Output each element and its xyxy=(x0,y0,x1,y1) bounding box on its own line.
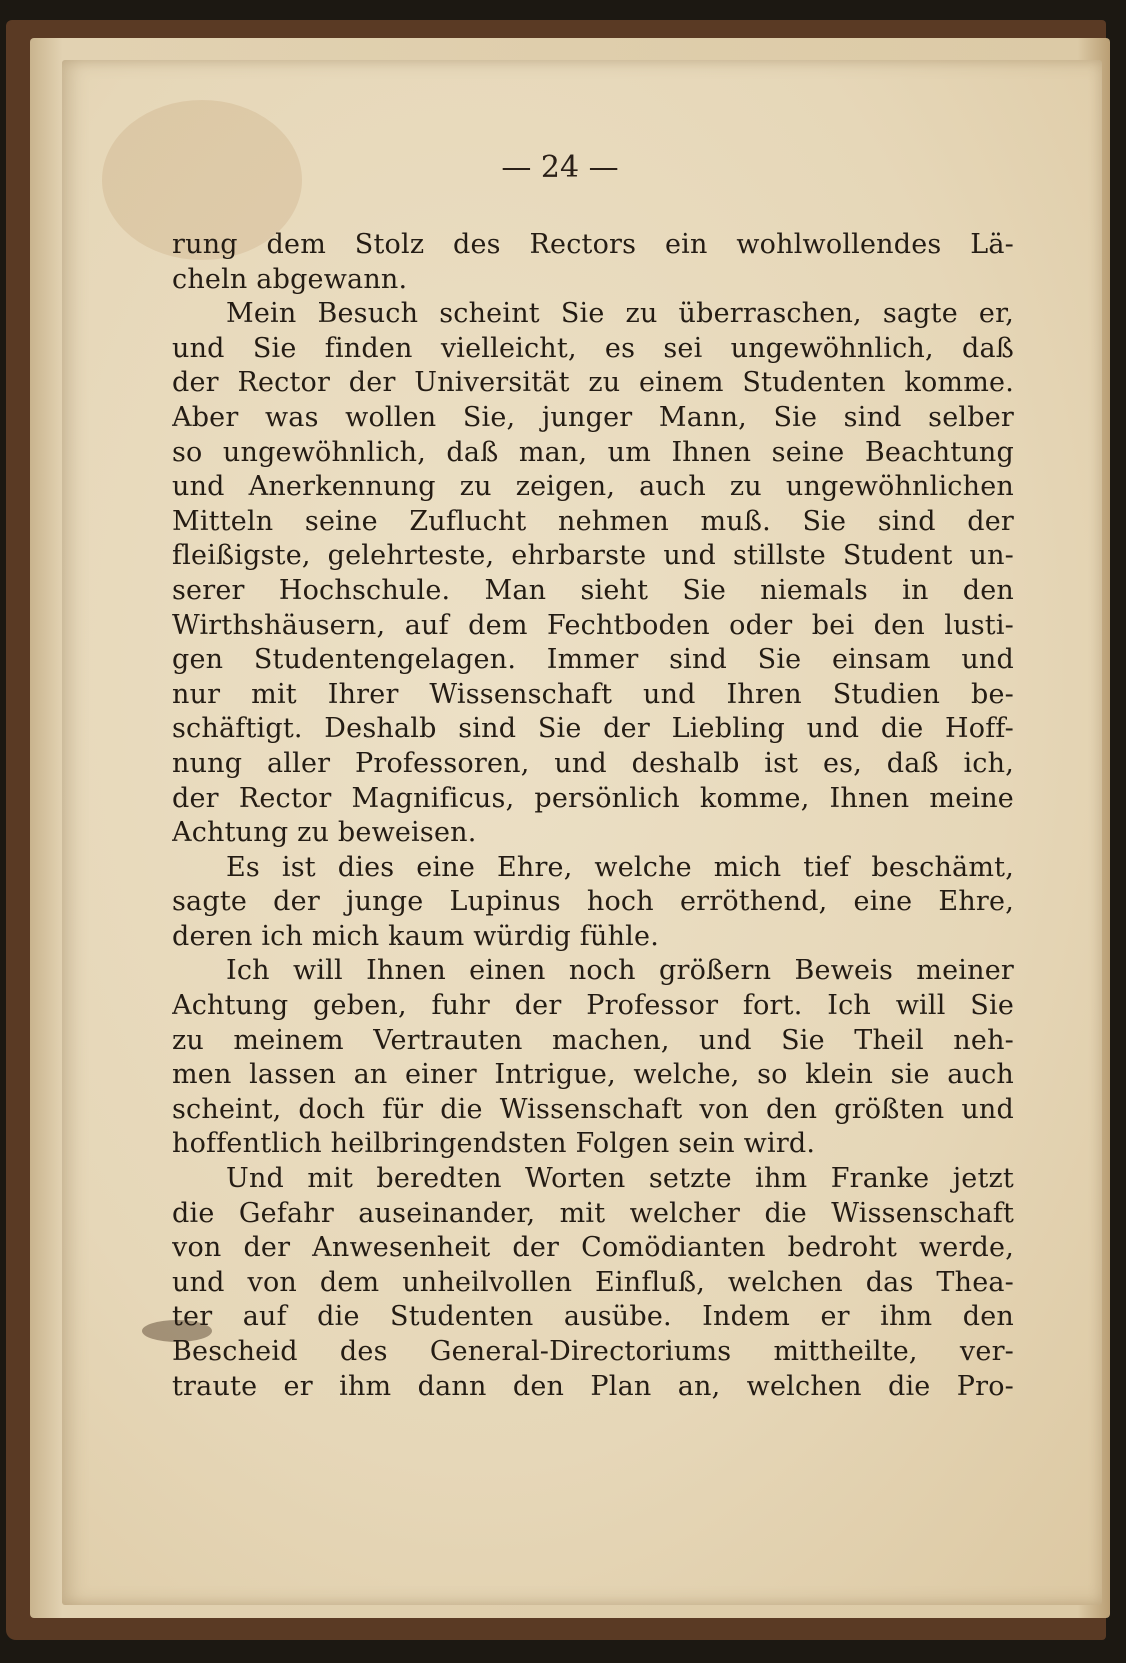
text-line: cheln abgewann. xyxy=(172,263,408,295)
text-line: Achtung zu beweisen. xyxy=(172,817,477,849)
text-line: die Gefahr auseinander, mit welcher die Wissenschaft xyxy=(172,1197,1014,1229)
text-line: und Anerkennung zu zeigen, auch zu ungewöhnlichen xyxy=(172,471,1014,503)
page-number: — 24 — xyxy=(501,150,619,185)
text-line: men lassen an einer Intrigue, welche, so klein sie auch xyxy=(172,1059,1014,1091)
text-line: zu meinem Vertrauten machen, und Sie Theil neh- xyxy=(172,1024,1014,1056)
text-line: serer Hochschule. Man sieht Sie niemals in den xyxy=(172,574,1014,606)
text-line: fleißigste, gelehrteste, ehrbarste und stillste Student un- xyxy=(172,540,1014,572)
text-line: Wirthshäusern, auf dem Fechtboden oder bei den lusti- xyxy=(172,609,1014,641)
text-line: deren ich mich kaum würdig fühle. xyxy=(172,920,659,952)
text-line: nung aller Professoren, und deshalb ist es, daß ich, xyxy=(172,747,1014,779)
text-line: scheint, doch für die Wissenschaft von den größten und xyxy=(172,1093,1014,1125)
text-line: der Rector Magnificus, persönlich komme, Ihnen meine xyxy=(172,782,1014,814)
text-line: Aber was wollen Sie, junger Mann, Sie sind selber xyxy=(172,401,1014,433)
text-line: nur mit Ihrer Wissenschaft und Ihren Studien be- xyxy=(172,678,1014,710)
text-line: Und mit beredten Worten setzte ihm Franke jetzt xyxy=(226,1163,1014,1195)
text-line: und von dem unheilvollen Einfluß, welchen das Thea- xyxy=(172,1266,1014,1298)
text-line: Mein Besuch scheint Sie zu überraschen, sagte er, xyxy=(226,298,1014,330)
text-line: gen Studentengelagen. Immer sind Sie einsam und xyxy=(172,644,1014,676)
text-line: Bescheid des General-Directoriums mittheilte, ver- xyxy=(172,1336,1014,1367)
text-line: sagte der junge Lupinus hoch erröthend, eine Ehre, xyxy=(172,886,1014,918)
body-text xyxy=(172,228,1014,1404)
text-line: Mitteln seine Zuflucht nehmen muß. Sie sind der xyxy=(172,505,1014,537)
text-line: Es ist dies eine Ehre, welche mich tief beschämt, xyxy=(226,851,1014,883)
text-line: Achtung geben, fuhr der Professor fort. Ich will Sie xyxy=(172,990,1014,1022)
text-line: hoffentlich heilbringendsten Folgen sein wird. xyxy=(172,1128,816,1160)
text-line: der Rector der Universität zu einem Studenten komme. xyxy=(172,367,1014,399)
text-line: von der Anwesenheit der Comödianten bedroht werde, xyxy=(172,1232,1014,1264)
text-line: und Sie finden vielleicht, es sei ungewöhnlich, daß xyxy=(172,332,1014,364)
text-line: Ich will Ihnen einen noch größern Beweis meiner xyxy=(226,955,1014,987)
text-line: ter auf die Studenten ausübe. Indem er ihm den xyxy=(172,1301,1014,1333)
text-line: traute er ihm dann den Plan an, welchen die Pro- xyxy=(172,1370,1014,1402)
text-line: so ungewöhnlich, daß man, um Ihnen seine Beachtung xyxy=(172,436,1014,468)
text-line: schäftigt. Deshalb sind Sie der Liebling und die Hoff- xyxy=(172,713,1014,745)
text-line: rung dem Stolz des Rectors ein wohlwollendes Lä- xyxy=(172,229,1014,260)
